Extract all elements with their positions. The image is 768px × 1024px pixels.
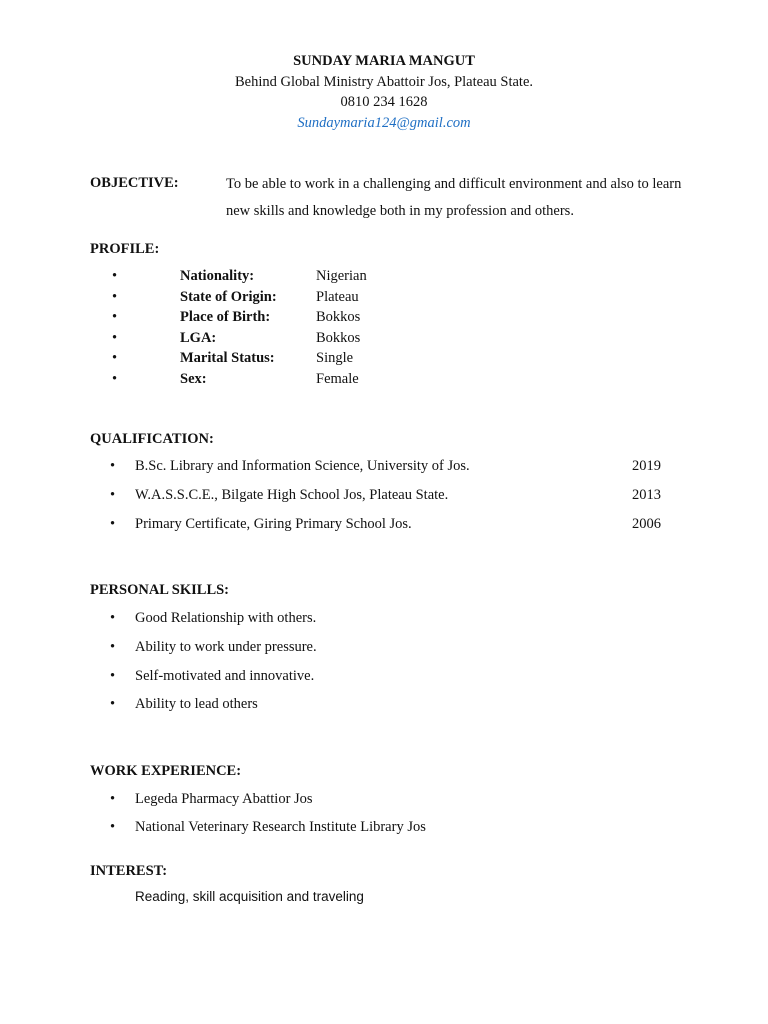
candidate-name: SUNDAY MARIA MANGUT xyxy=(293,53,475,69)
bullet-icon: • xyxy=(112,371,118,387)
bullet-icon: • xyxy=(110,458,116,474)
skill-text: Self-motivated and innovative. xyxy=(135,668,315,684)
profile-label: Sex: xyxy=(180,371,207,387)
profile-row xyxy=(90,330,590,350)
bullet-icon: • xyxy=(110,819,116,835)
qualification-text: B.Sc. Library and Information Science, University of Jos. xyxy=(135,458,470,474)
bullet-icon: • xyxy=(112,268,118,284)
profile-label: Nationality: xyxy=(180,268,255,284)
candidate-address: Behind Global Ministry Abattoir Jos, Plateau State. xyxy=(234,73,534,90)
qualification-text: W.A.S.S.C.E., Bilgate High School Jos, Plateau State. xyxy=(135,487,449,503)
profile-value: Bokkos xyxy=(316,309,361,325)
profile-label: State of Origin: xyxy=(180,289,277,305)
bullet-icon: • xyxy=(112,350,118,366)
profile-value: Female xyxy=(316,371,359,387)
skills-heading: PERSONAL SKILLS: xyxy=(90,582,230,598)
bullet-icon: • xyxy=(112,289,118,305)
profile-label: Marital Status: xyxy=(180,350,275,366)
bullet-icon: • xyxy=(110,791,116,807)
interest-text: Reading, skill acquisition and traveling xyxy=(135,889,364,904)
resume-header xyxy=(0,51,768,134)
interest-heading: INTEREST: xyxy=(90,863,168,879)
qualification-year: 2006 xyxy=(632,516,661,532)
profile-row xyxy=(90,268,590,288)
bullet-icon: • xyxy=(112,330,118,346)
work-text: National Veterinary Research Institute Library Jos xyxy=(135,819,426,835)
objective-heading: OBJECTIVE: xyxy=(90,175,179,191)
work-experience-heading: WORK EXPERIENCE: xyxy=(90,763,242,779)
bullet-icon: • xyxy=(110,516,116,532)
profile-value: Bokkos xyxy=(316,330,361,346)
qualification-year: 2019 xyxy=(632,458,661,474)
skill-text: Ability to lead others xyxy=(135,696,258,712)
work-text: Legeda Pharmacy Abattior Jos xyxy=(135,791,313,807)
profile-value: Plateau xyxy=(316,289,359,305)
profile-row xyxy=(90,309,590,329)
objective-text: To be able to work in a challenging and difficult environment and also to learn new skills and knowledge both in my profession and others. xyxy=(226,176,682,219)
profile-row xyxy=(90,350,590,370)
bullet-icon: • xyxy=(110,639,116,655)
qualification-heading: QUALIFICATION: xyxy=(90,431,214,447)
bullet-icon: • xyxy=(110,696,116,712)
candidate-email-link[interactable]: Sundaymaria124@gmail.com xyxy=(297,115,471,132)
qualification-year: 2013 xyxy=(632,487,661,503)
profile-row xyxy=(90,371,590,391)
candidate-phone: 0810 234 1628 xyxy=(340,94,428,111)
profile-value: Nigerian xyxy=(316,268,367,284)
bullet-icon: • xyxy=(110,487,116,503)
profile-value: Single xyxy=(316,350,354,366)
profile-label: Place of Birth: xyxy=(180,309,271,325)
qualification-text: Primary Certificate, Giring Primary School Jos. xyxy=(135,516,412,532)
profile-heading: PROFILE: xyxy=(90,241,160,257)
bullet-icon: • xyxy=(112,309,118,325)
bullet-icon: • xyxy=(110,668,116,684)
skill-text: Good Relationship with others. xyxy=(135,610,317,626)
profile-label: LGA: xyxy=(180,330,217,346)
skill-text: Ability to work under pressure. xyxy=(135,639,317,655)
profile-row xyxy=(90,289,590,309)
bullet-icon: • xyxy=(110,610,116,626)
